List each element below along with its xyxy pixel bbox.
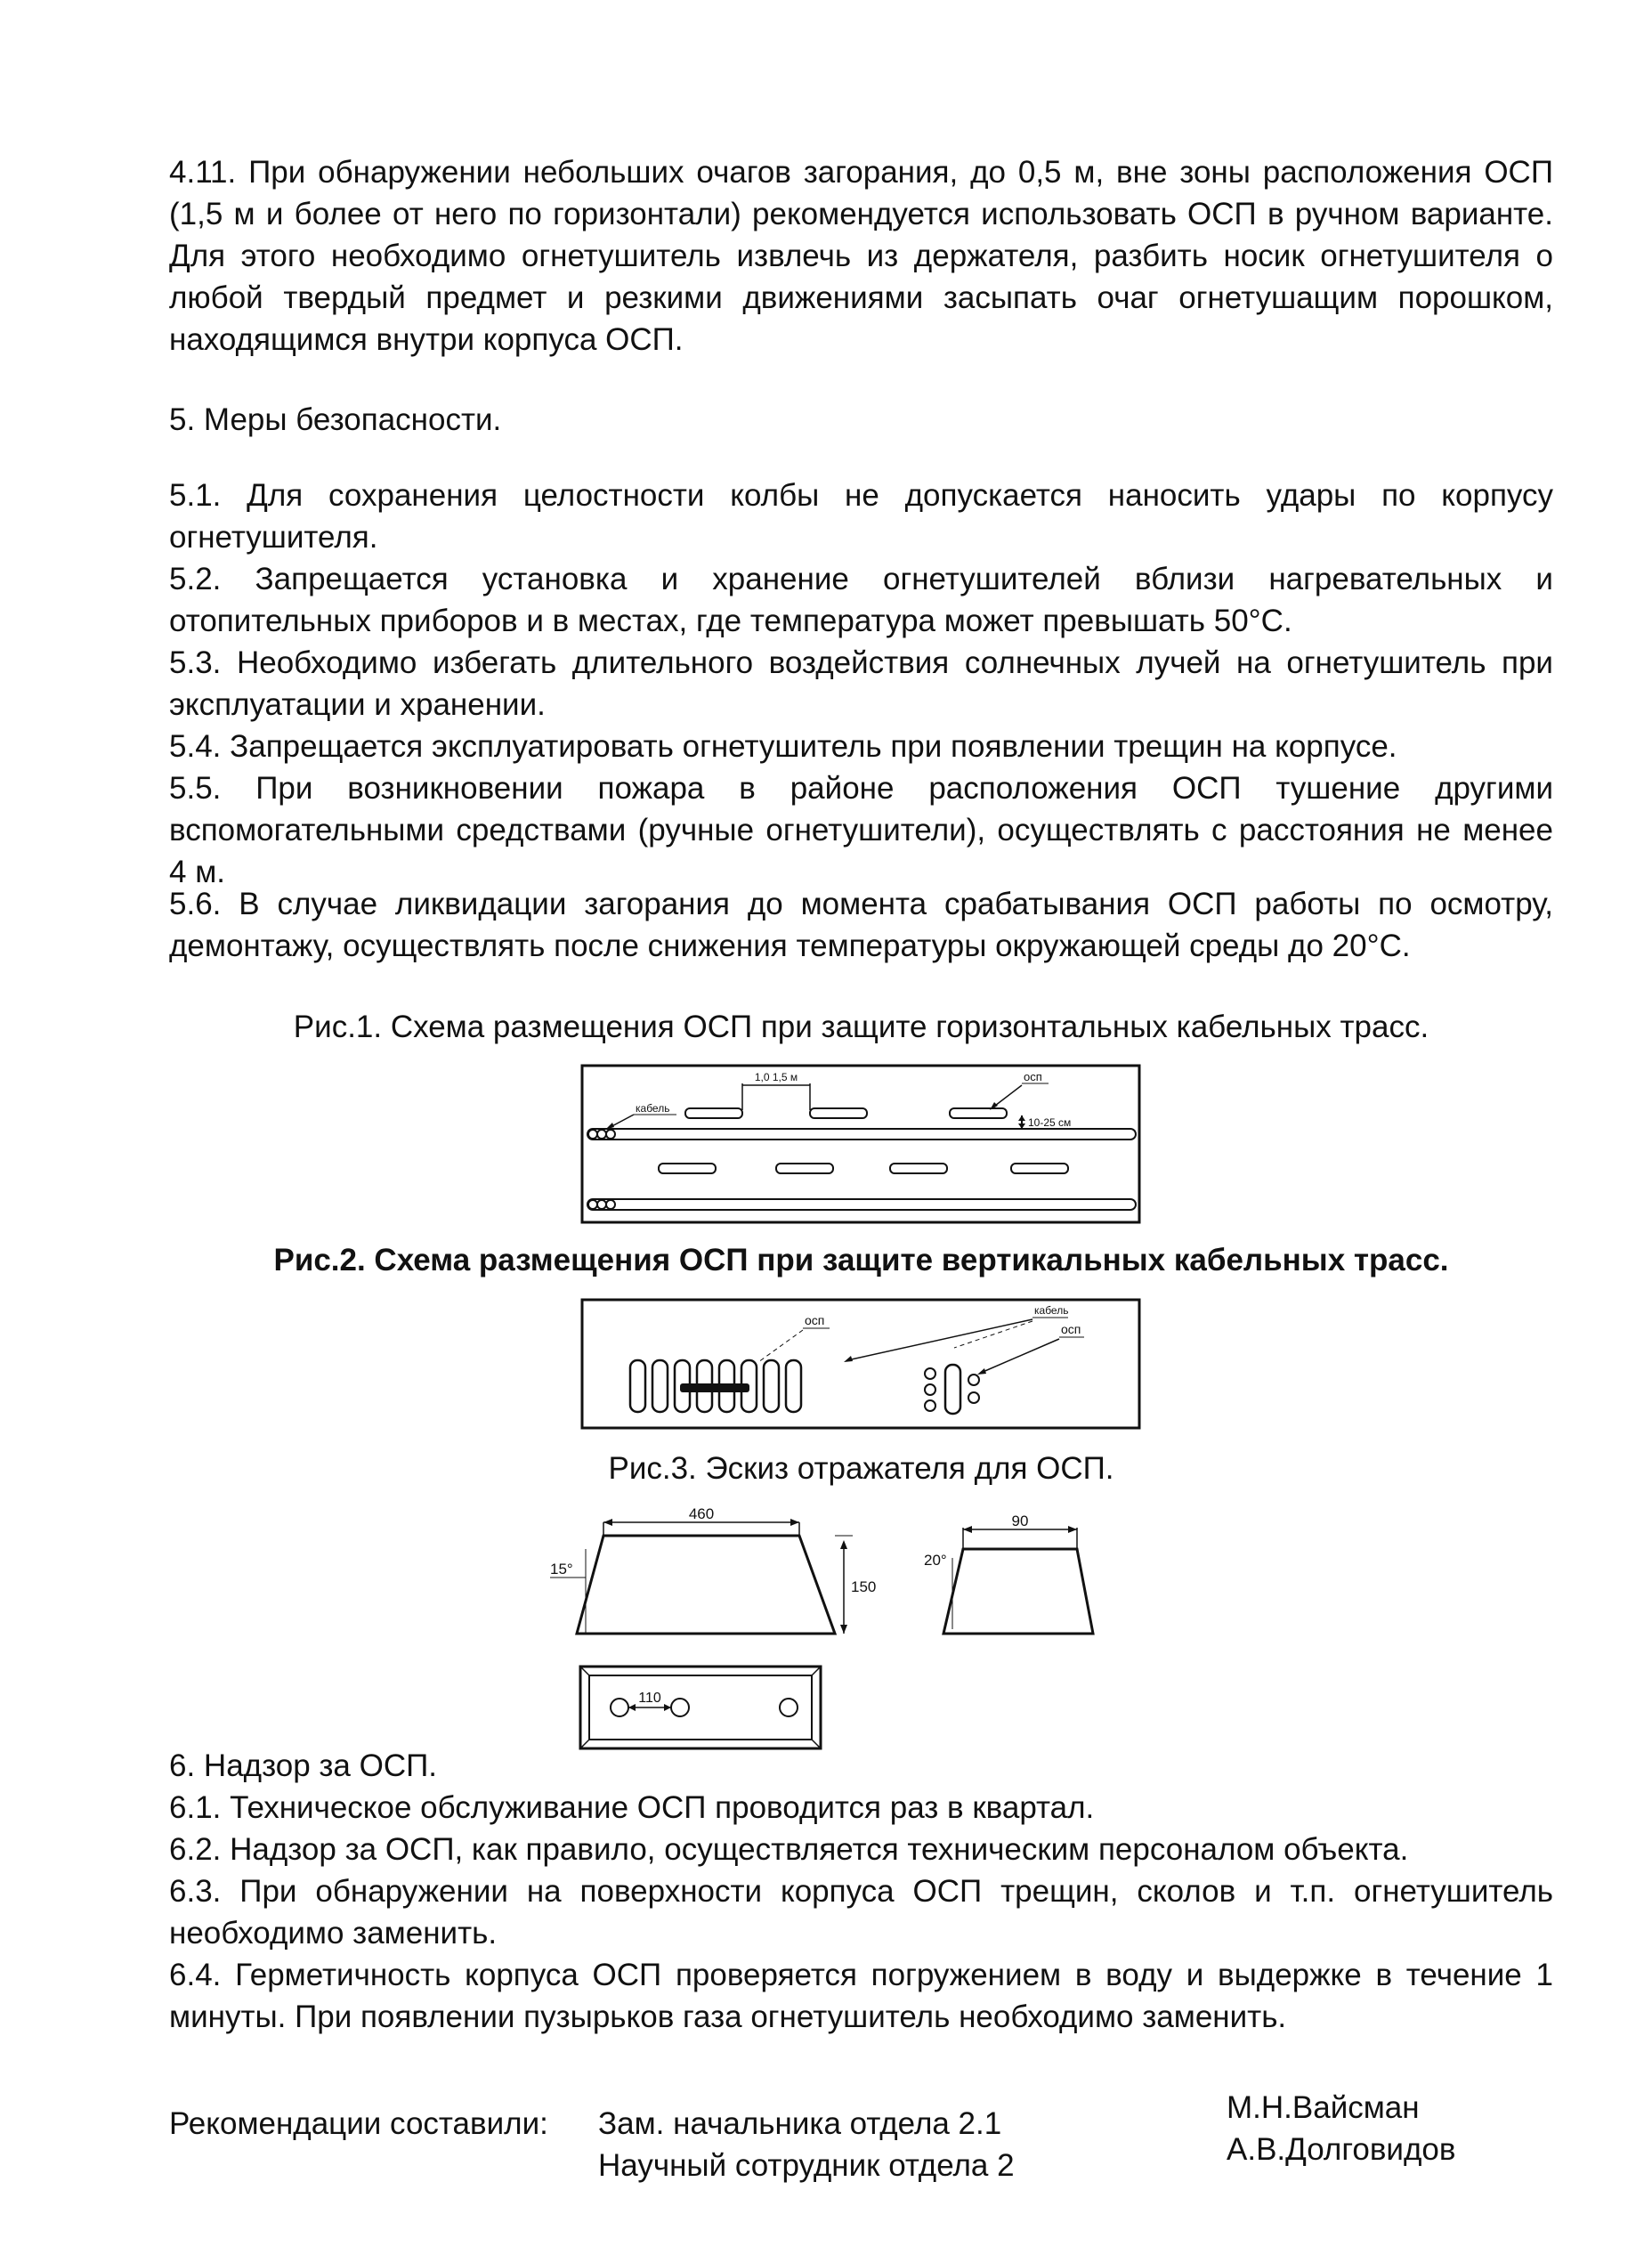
section-6-1: 6.1. Техническое обслуживание ОСП проводится раз в квартал. <box>169 1790 1095 1825</box>
section-5-title: 5. Меры безопасности. <box>169 402 502 437</box>
fig3-caption: Рис.3. Эскиз отражателя для ОСП. <box>608 1451 1114 1486</box>
fig2-osp <box>945 1365 960 1414</box>
fig2-osp-label-right: осп <box>1061 1322 1081 1336</box>
fig2-osp-label-left: осп <box>805 1313 825 1327</box>
fig1-osp <box>776 1164 833 1173</box>
fig2-cable <box>925 1384 935 1395</box>
fig1-osp <box>810 1108 867 1118</box>
section-6-4: 6.4. Герметичность корпуса ОСП проверяется погружением в воду и выдержке в течение 1 минуты. При появлении пузырьков газа огнетушитель необходимо заменить. <box>169 1958 1553 2034</box>
fig1-osp <box>1011 1164 1068 1173</box>
fig1-osp <box>890 1164 947 1173</box>
signatures-label: Рекомендации составили: <box>169 2106 548 2141</box>
fig1-osp <box>685 1108 742 1118</box>
fig2-cable <box>968 1375 979 1385</box>
fig3-reflector-plan <box>580 1667 821 1748</box>
fig3-hole <box>780 1699 798 1716</box>
signatures-position-1: Зам. начальника отдела 2.1 <box>598 2106 1002 2141</box>
signatures-position-2: Научный сотрудник отдела 2 <box>598 2148 1015 2183</box>
fig1-diagram <box>580 1064 1141 1224</box>
fig1-gap-label: 10-25 см <box>1028 1116 1072 1129</box>
fig1-cable-top <box>587 1129 1136 1140</box>
fig2-mount-bar <box>680 1383 749 1392</box>
fig3-reflector-end <box>943 1549 1093 1634</box>
fig3-angle-20: 20° <box>924 1552 947 1569</box>
section-5-6: 5.6. В случае ликвидации загорания до момента срабатывания ОСП работы по осмотру, демонтажу, осуществлять после снижения температуры окружающей среды до 20°С. <box>169 887 1553 963</box>
fig1-cable-label: кабель <box>636 1102 670 1115</box>
fig2-diagram <box>580 1298 1141 1430</box>
fig1-osp <box>950 1108 1007 1118</box>
fig1-osp-label: осп <box>1024 1070 1042 1083</box>
fig1-spacing-label: 1,0 1,5 м <box>754 1071 798 1083</box>
section-4-11: 4.11. При обнаружении небольших очагов загорания, до 0,5 м, вне зоны расположения ОСП (1,5 м и более от него по горизонтали) рекомендуется использовать ОСП в ручном варианте. Для этого необходимо огнетушитель извлечь из держателя, разбить носик огнетушителя о любой твердый предмет и резкими движениями засыпать очаг огнетушащим порошком, находящимся внутри корпуса ОСП. <box>169 155 1553 357</box>
fig1-osp <box>659 1164 716 1173</box>
fig2-caption: Рис.2. Схема размещения ОСП при защите вертикальных кабельных трасс. <box>273 1243 1449 1278</box>
section-5-5: 5.5. При возникновении пожара в районе расположения ОСП тушение другими вспомогательными средствами (ручные огнетушители), осуществлять с расстояния не менее 4 м. <box>169 771 1553 889</box>
fig3-reflector-side <box>577 1536 835 1634</box>
fig3-diagram <box>532 1496 1120 1754</box>
fig2-osp <box>764 1360 779 1412</box>
section-6-2: 6.2. Надзор за ОСП, как правило, осуществляется техническим персоналом объекта. <box>169 1832 1409 1867</box>
fig2-cable <box>925 1368 935 1379</box>
fig2-cable <box>925 1400 935 1411</box>
fig3-dim-460: 460 <box>688 1505 715 1522</box>
section-5-1: 5.1. Для сохранения целостности колбы не допускается наносить удары по корпусу огнетушителя. <box>169 478 1553 555</box>
section-5-4: 5.4. Запрещается эксплуатировать огнетушитель при появлении трещин на корпусе. <box>169 729 1397 764</box>
fig3-dim-150: 150 <box>851 1578 877 1595</box>
fig3-angle-15: 15° <box>550 1561 573 1578</box>
fig3-hole <box>671 1699 689 1716</box>
fig3-dim-110: 110 <box>638 1691 661 1706</box>
fig2-osp <box>652 1360 668 1412</box>
fig2-osp <box>630 1360 645 1412</box>
section-5-3: 5.3. Необходимо избегать длительного воздействия солнечных лучей на огнетушитель при эксплуатации и хранении. <box>169 645 1553 722</box>
section-6-3: 6.3. При обнаружении на поверхности корпуса ОСП трещин, сколов и т.п. огнетушитель необходимо заменить. <box>169 1874 1553 1951</box>
fig3-dim-90: 90 <box>1011 1513 1029 1529</box>
fig3-hole <box>611 1699 628 1716</box>
signatures-name-1: М.Н.Вайсман <box>1227 2090 1420 2125</box>
fig2-cable-label: кабель <box>1034 1304 1069 1317</box>
section-5-2: 5.2. Запрещается установка и хранение огнетушителей вблизи нагревательных и отопительных приборов и в местах, где температура может превышать 50°С. <box>169 562 1553 638</box>
section-6-title: 6. Надзор за ОСП. <box>169 1748 438 1783</box>
fig1-cable-bottom <box>587 1199 1136 1210</box>
fig2-cable <box>968 1392 979 1403</box>
fig1-caption: Рис.1. Схема размещения ОСП при защите горизонтальных кабельных трасс. <box>293 1010 1429 1044</box>
signatures-name-2: А.В.Долговидов <box>1227 2132 1456 2167</box>
fig2-osp <box>786 1360 801 1412</box>
